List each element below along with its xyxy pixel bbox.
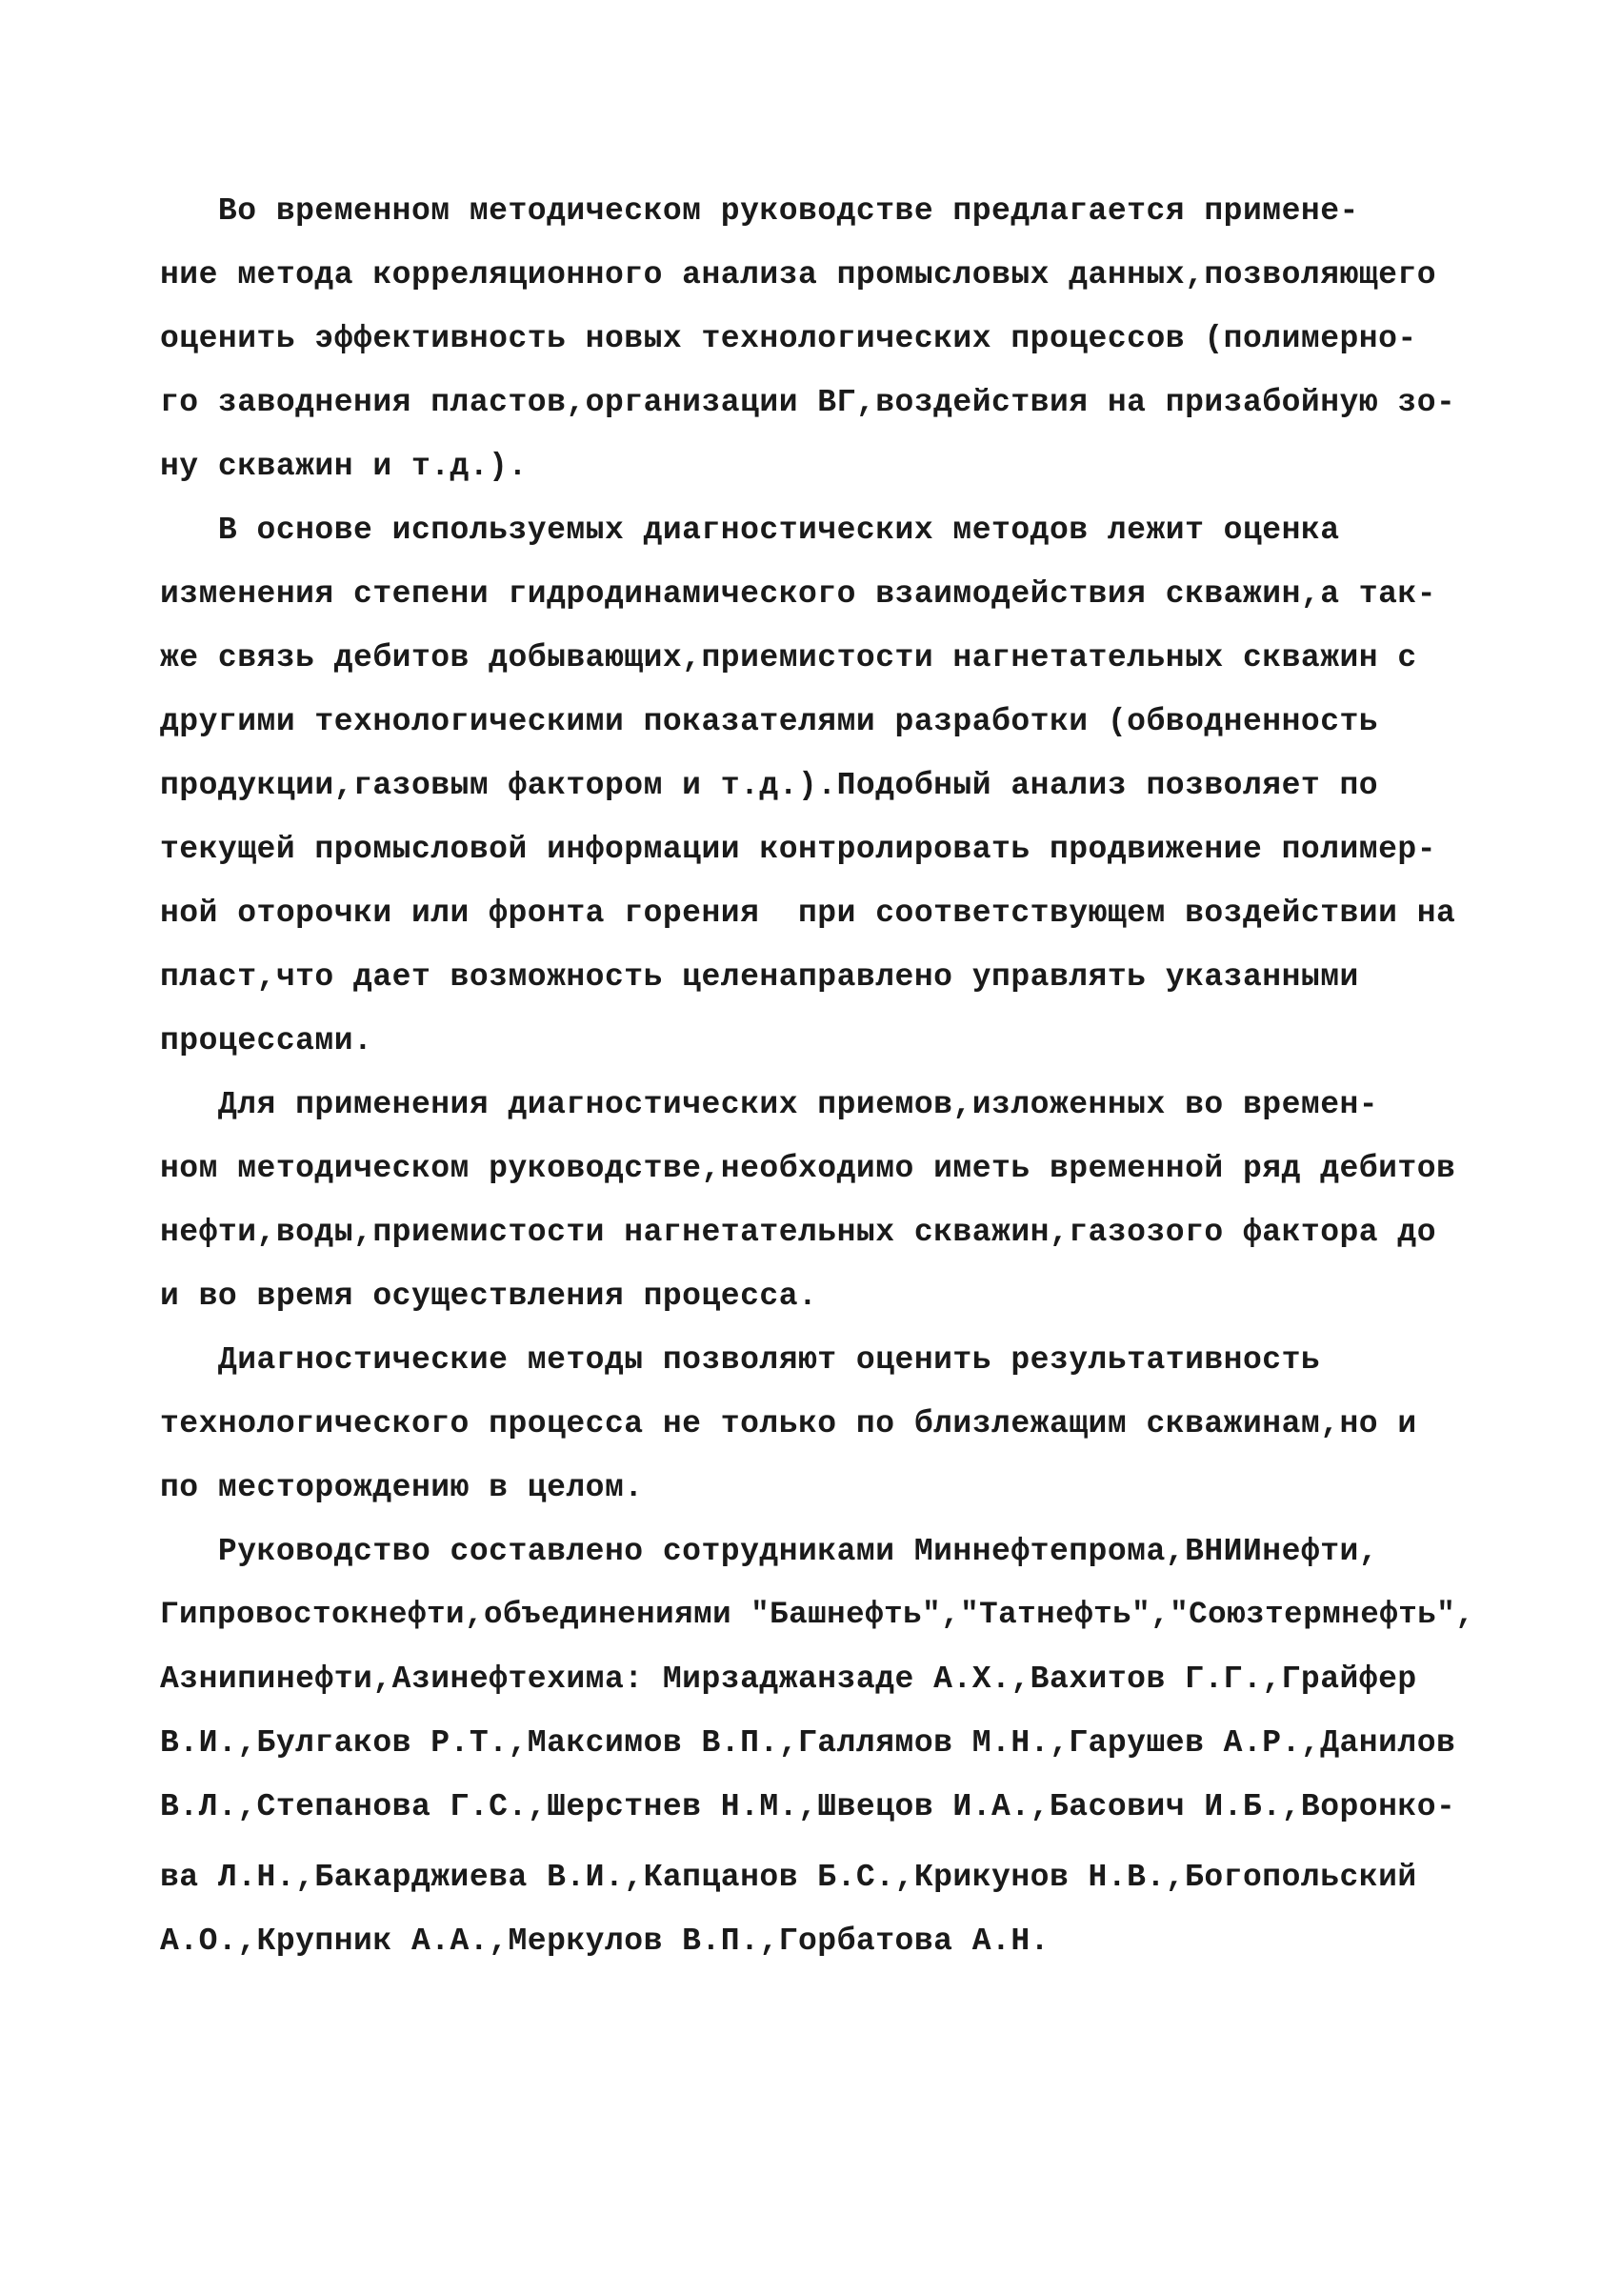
paragraph-3-line-3: нефти,воды,приемистости нагнетательных скважин,газозого фактора до xyxy=(160,1215,1437,1250)
paragraph-5-line-5: В.Л.,Степанова Г.С.,Шерстнев Н.М.,Швецов И.А.,Басович И.Б.,Воронко- xyxy=(160,1789,1456,1824)
paragraph-5-line-4: В.И.,Булгаков Р.Т.,Максимов В.П.,Галлямов М.Н.,Гарушев А.Р.,Данилов xyxy=(160,1725,1456,1761)
paragraph-2-line-4: другими технологическими показателями разработки (обводненность xyxy=(160,704,1379,739)
paragraph-2-line-2: изменения степени гидродинамического взаимодействия скважин,а так- xyxy=(160,576,1437,612)
paragraph-5-line-7: А.О.,Крупник А.А.,Меркулов В.П.,Горбатова А.Н. xyxy=(160,1923,1050,1959)
paragraph-5-line-6: ва Л.Н.,Бакарджиева В.И.,Капцанов Б.С.,Крикунов Н.В.,Богопольский xyxy=(160,1860,1417,1895)
paragraph-1-line-4: го заводнения пластов,организации ВГ,воздействия на призабойную зо- xyxy=(160,385,1456,420)
paragraph-1-line-1: Во временном методическом руководстве предлагается примене- xyxy=(160,193,1359,229)
paragraph-1-line-3: оценить эффективность новых технологических процессов (полимерно- xyxy=(160,321,1417,356)
paragraph-2-line-3: же связь дебитов добывающих,приемистости нагнетательных скважин с xyxy=(160,640,1417,675)
paragraph-1-line-5: ну скважин и т.д.). xyxy=(160,449,528,484)
paragraph-2-line-1: В основе используемых диагностических методов лежит оценка xyxy=(160,513,1340,548)
paragraph-3-line-1: Для применения диагностических приемов,изложенных во времен- xyxy=(160,1087,1379,1122)
paragraph-5-line-3: Азнипинефти,Азинефтехима: Мирзаджанзаде А.Х.,Вахитов Г.Г.,Грайфер xyxy=(160,1662,1417,1697)
paragraph-4-line-1: Диагностические методы позволяют оценить результативность xyxy=(160,1342,1321,1378)
paragraph-2-line-8: пласт,что дает возможность целенаправлено управлять указанными xyxy=(160,959,1359,995)
paragraph-3-line-2: ном методическом руководстве,необходимо иметь временной ряд дебитов xyxy=(160,1151,1456,1186)
paragraph-5-line-2: Гипровостокнефти,объединениями "Башнефть","Татнефть","Союзтермнефть", xyxy=(160,1597,1475,1632)
paragraph-3-line-4: и во время осуществления процесса. xyxy=(160,1279,818,1314)
paragraph-4-line-2: технологического процесса не только по близлежащим скважинам,но и xyxy=(160,1406,1417,1441)
paragraph-2-line-9: процессами. xyxy=(160,1023,373,1058)
paragraph-2-line-5: продукции,газовым фактором и т.д.).Подобный анализ позволяет по xyxy=(160,768,1379,803)
paragraph-2-line-7: ной оторочки или фронта горения при соответствующем воздействии на xyxy=(160,896,1456,931)
paragraph-5-line-1: Руководство составлено сотрудниками Миннефтепрома,ВНИИнефти, xyxy=(160,1534,1379,1569)
paragraph-1-line-2: ние метода корреляционного анализа промысловых данных,позволяющего xyxy=(160,257,1437,292)
paragraph-2-line-6: текущей промысловой информации контролировать продвижение полимер- xyxy=(160,832,1437,867)
paragraph-4-line-3: по месторождению в целом. xyxy=(160,1470,644,1505)
